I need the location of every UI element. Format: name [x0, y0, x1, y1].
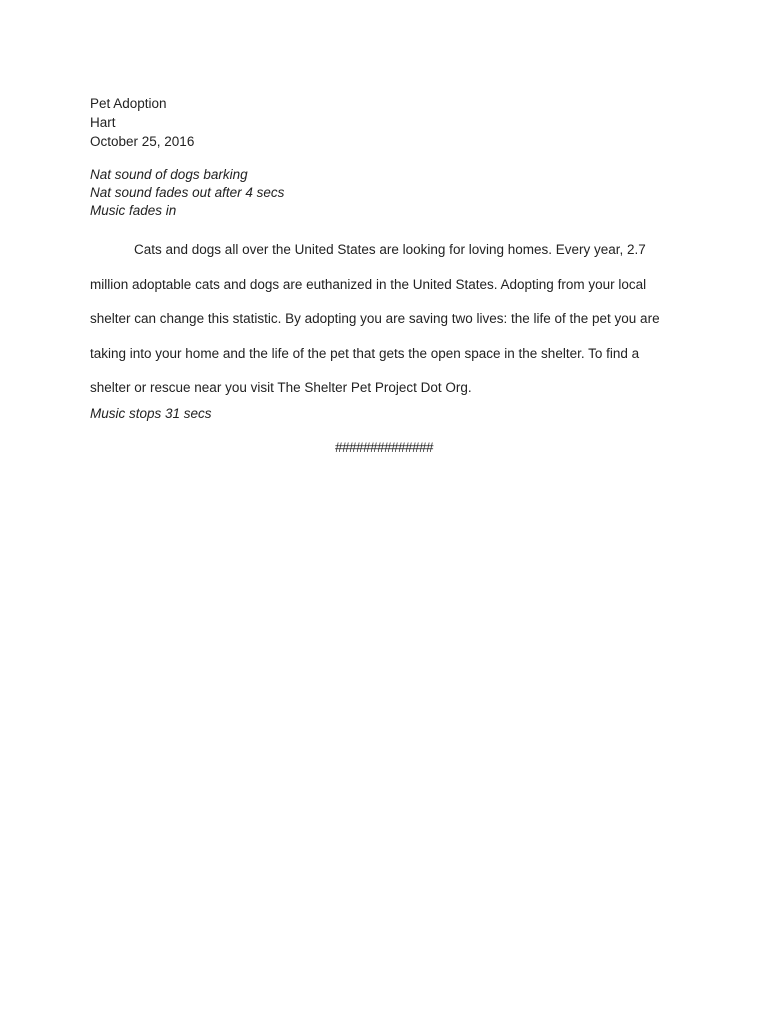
cue-line: Nat sound fades out after 4 secs [90, 185, 285, 200]
opening-cues [90, 166, 690, 220]
cue-line: Music fades in [90, 203, 177, 218]
cue-line: Nat sound of dogs barking [90, 167, 248, 182]
document-author: Hart [90, 115, 116, 130]
closing-cue: Music stops 31 secs [90, 406, 212, 421]
document-header [90, 94, 690, 151]
document-date: October 25, 2016 [90, 134, 195, 149]
script-body-paragraph: Cats and dogs all over the United States are looking for loving homes. Every year, 2.7 million adoptable cats and dogs are euthanized in the United States. Adopting from your local shelter can change this statistic. By adopting you are saving two lives: the life of the pet you are taking into your home and the life of the pet that gets the open space in the shelter. To find a shelter or rescue near you visit The Shelter Pet Project Dot Org. [90, 242, 660, 395]
end-mark: ############## [334, 440, 434, 455]
document-title: Pet Adoption [90, 96, 167, 111]
